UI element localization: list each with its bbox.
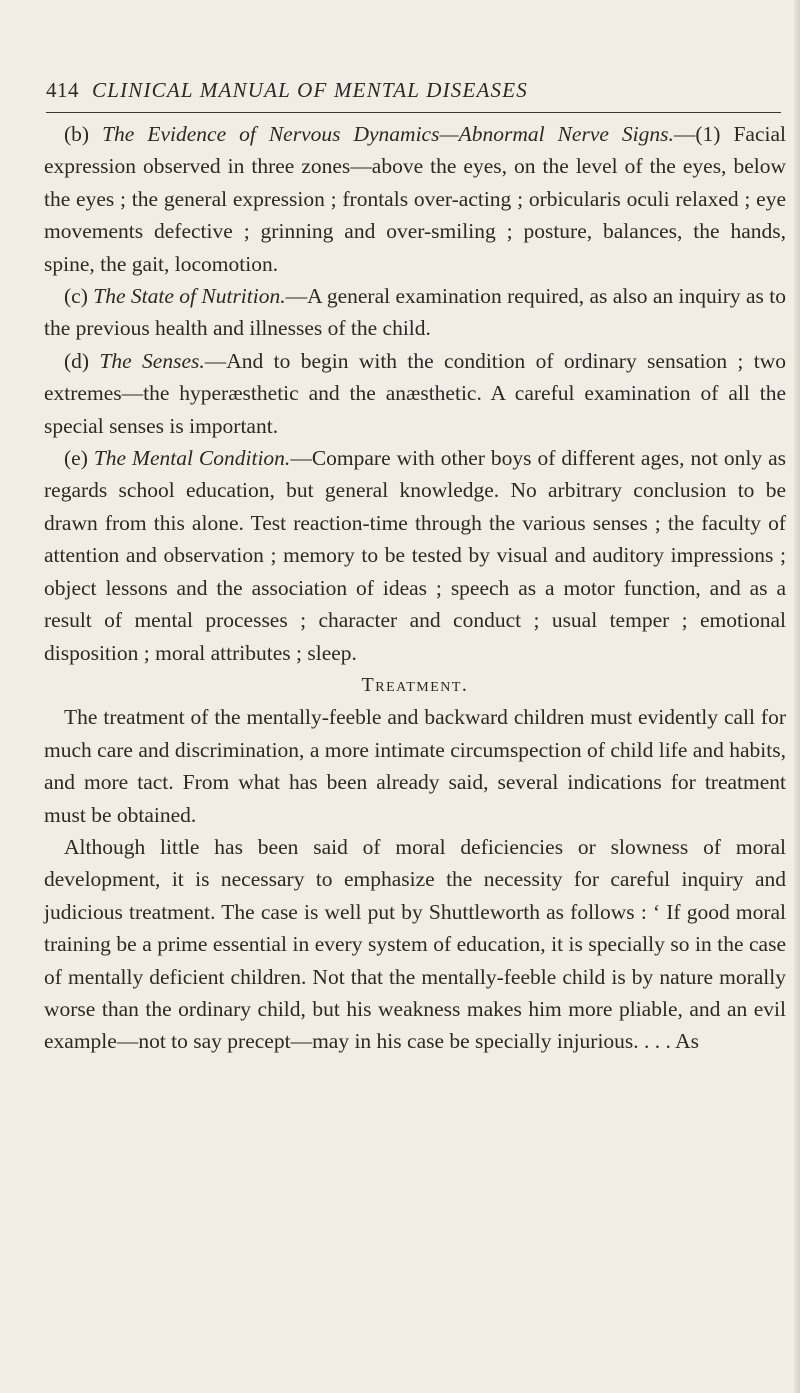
section-label: (c)	[64, 284, 88, 309]
section-label: (d)	[64, 348, 90, 373]
running-title: CLINICAL MANUAL OF MENTAL DISEASES	[92, 78, 528, 102]
section-title: The Mental Condition.	[93, 446, 291, 471]
section-body: —And to begin with the condition of ordinary sensation ; two extremes—the hyperæsthetic and the anæsthetic. A careful examination of all the special senses is important.	[44, 348, 787, 438]
section-title: The Evidence of Nervous Dynamics—Abnormal Nerve Signs.	[102, 122, 674, 146]
section-title: The Senses.	[99, 348, 205, 373]
section-body: —A general examination required, as also an inquiry as to the previous health and illnesses of the child.	[44, 284, 787, 341]
section-paragraph-e	[44, 442, 786, 669]
section-paragraph-b	[44, 118, 786, 280]
treatment-paragraph: Although little has been said of moral deficiencies or slowness of moral development, it is necessary to emphasize the necessity for careful inquiry and judicious treatment. The case is well put by Shuttleworth as follows : ‘ If good moral training be a prime essential in every system of education, it is specially so in the case of mentally deficient children. Not that the mentally-feeble child is by nature morally worse than the ordinary child, but his weakness makes him more pliable, and an evil example—not to say precept—may in his case be specially injurious. . . . As	[44, 834, 786, 1054]
section-label: (b)	[64, 122, 90, 146]
treatment-paragraph: The treatment of the mentally-feeble and backward children must evidently call for much care and discrimination, a more intimate circumspection of child life and habits, and more tact. From what has been already said, several indications for treatment must be obtained.	[44, 705, 786, 827]
page-header	[46, 72, 781, 110]
page-body	[44, 118, 786, 1058]
section-paragraph-c	[44, 280, 786, 345]
treatment-heading: Treatment.	[361, 673, 469, 696]
section-paragraph-d	[44, 345, 786, 442]
section-label: (e)	[64, 446, 88, 471]
section-title: The State of Nutrition.	[93, 284, 286, 309]
page-number: 414	[46, 78, 79, 102]
section-body: —Compare with other boys of different ages, not only as regards school education, but general knowledge. No arbitrary conclusion to be drawn from this alone. Test reaction-time through the various senses ; the faculty of attention and observation ; memory to be tested by visual and auditory impressions ; object lessons and the association of ideas ; speech as a motor function, and as a result of mental processes ; character and conduct ; usual temper ; emotional disposition ; moral attributes ; sleep.	[44, 446, 787, 665]
section-body: —(1) Facial expression observed in three zones—above the eyes, on the level of the eyes, below the eyes ; the general expression ; frontals over-acting ; orbicularis oculi relaxed ; eye movements defective ; grinning and over-smiling ; posture, balances, the hands, spine, the gait, locomotion.	[44, 122, 786, 276]
header-rule	[46, 112, 781, 113]
page-edge	[794, 0, 800, 1393]
